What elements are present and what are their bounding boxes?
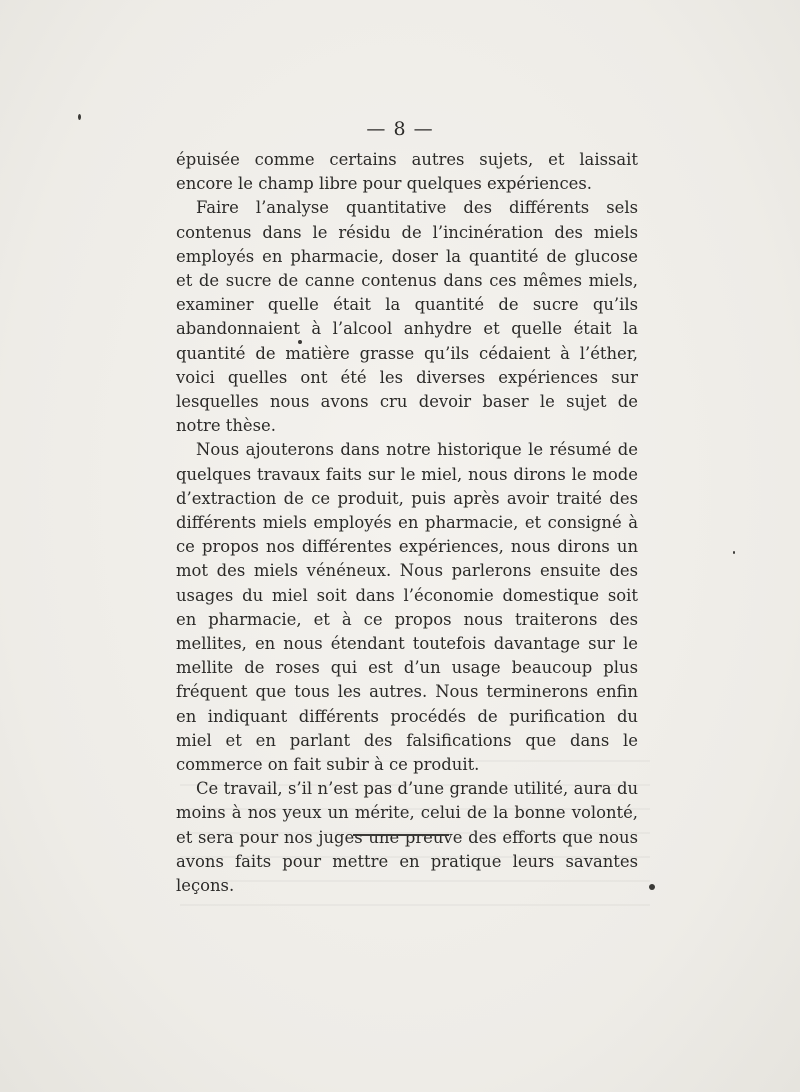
section-divider — [353, 834, 449, 836]
page-number: — 8 — — [366, 118, 434, 140]
paragraph: épuisée comme certains autres sujets, et laissait encore le champ libre pour quelques expériences. — [176, 150, 638, 194]
ink-speck — [298, 340, 302, 344]
paragraph: Ce travail, s’il n’est pas d’une grande utilité, aura du moins à nos yeux un mérite, celui de la bonne volonté, et sera pour nos juges une preuve des efforts que nous avons faits pour mettre en pratique leurs savantes leçons. — [176, 779, 638, 896]
paragraph: Nous ajouterons dans notre historique le résumé de quelques travaux faits sur le miel, nous dirons le mode d’extraction de ce produit, puis après avoir traité des différents miels employés en pharmacie, et consigné à ce propos nos différentes expériences, nous dirons un mot des miels vénéneux. Nous parlerons ensuite des usages du miel soit dans l’économie domestique soit en pharmacie, et à ce propos nous traiterons des mellites, en nous étendant toutefois davantage sur le mellite de roses qui est d’un usage beaucoup plus fréquent que tous les autres. Nous terminerons enfin en indiquant différents procédés de purification du miel et en parlant des falsifications que dans le commerce on fait subir à ce produit. — [176, 440, 638, 775]
ink-speck — [78, 114, 81, 120]
ink-speck — [649, 884, 655, 890]
paragraph: Faire l’analyse quantitative des différents sels contenus dans le résidu de l’incinération des miels employés en pharmacie, doser la quantité de glucose et de sucre de canne contenus dans ces mêmes miels, examiner quelle était la quantité de sucre qu’ils abandonnaient à l’alcool anhydre et quelle était la quantité de matière grasse qu’ils cédaient à l’éther, voici quelles ont été les diverses expériences sur lesquelles nous avons cru devoir baser le sujet de notre thèse. — [176, 198, 638, 436]
ink-speck — [733, 551, 735, 554]
body-text — [176, 148, 638, 898]
